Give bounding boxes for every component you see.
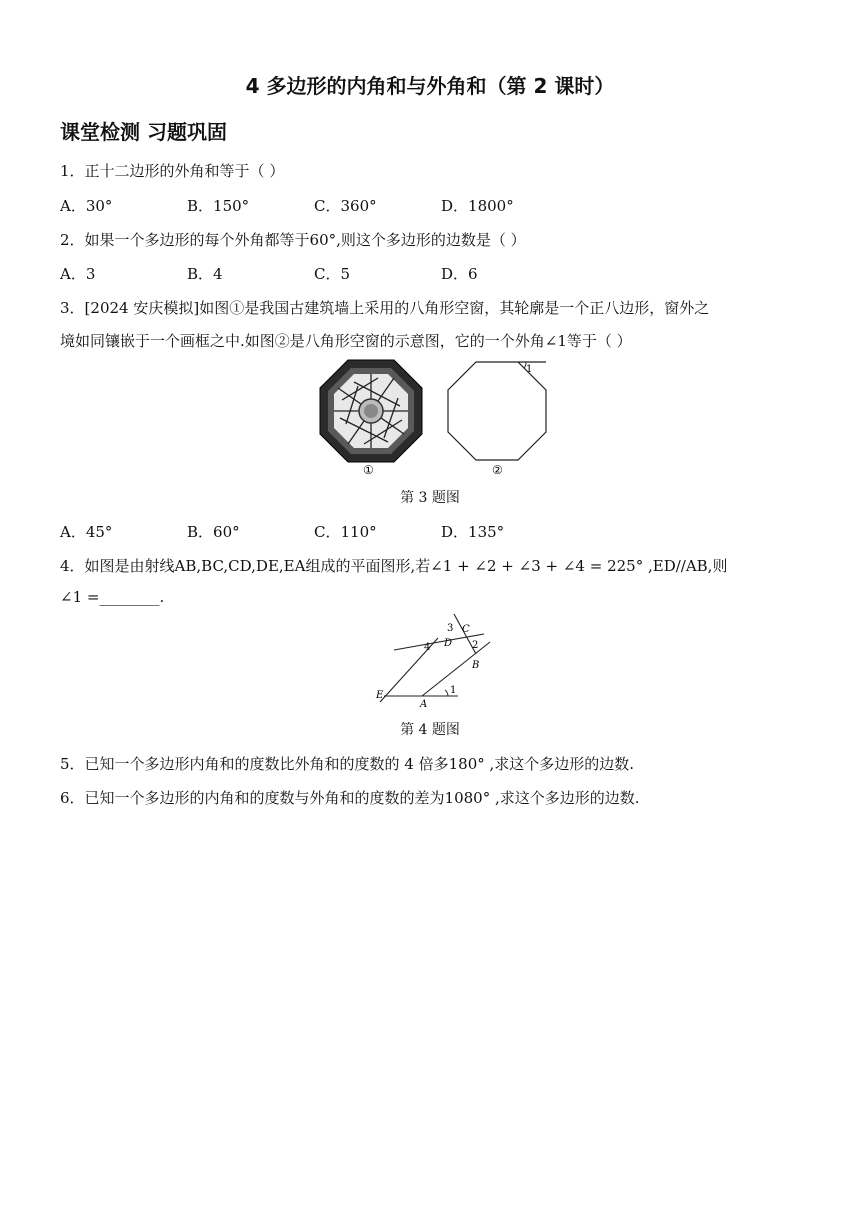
label-c: C (462, 624, 470, 635)
q2-option-d: D．6 (441, 265, 478, 283)
q2-option-c: C．5 (314, 265, 351, 283)
question-5-text: 5．已知一个多边形内角和的度数比外角和的度数的 4 倍多180° ,求这个多边形的边数. (60, 755, 635, 773)
q3-option-a: A．45° (60, 523, 113, 541)
q1-option-d: D．1800° (441, 197, 514, 215)
angle-4-label: 4 (424, 642, 431, 653)
question-6-text: 6．已知一个多边形的内角和的度数与外角和的度数的差为1080° ,求这个多边形的边数. (60, 789, 640, 807)
figure-rays-diagram (372, 612, 492, 712)
question-4-line-1: 4．如图是由射线AB,BC,CD,DE,EA组成的平面图形,若∠1 + ∠2 + ∠3 + ∠4 = 225° ,ED//AB,则 (60, 557, 728, 575)
fig2-label: ② (492, 463, 503, 476)
question-2-text: 2．如果一个多边形的每个外角都等于60°,则这个多边形的边数是（ ） (60, 231, 526, 249)
fig1-label: ① (363, 463, 374, 476)
q1-option-c: C．360° (314, 197, 377, 215)
page-title: 4 多边形的内角和与外角和（第 2 课时） (245, 74, 615, 98)
angle-1-label: 1 (450, 685, 457, 696)
q3-option-c: C．110° (314, 523, 377, 541)
figure-octagon-diagram (446, 358, 556, 476)
q2-option-a: A．3 (60, 265, 96, 283)
question-3-line-2: 境如同镶嵌于一个画框之中.如图②是八角形空窗的示意图，它的一个外角∠1等于（ ） (60, 332, 632, 350)
question-1-text: 1．正十二边形的外角和等于（ ） (60, 162, 285, 180)
label-e: E (376, 690, 384, 701)
fig2-angle-label: 1 (526, 364, 533, 375)
q3-option-d: D．135° (441, 523, 505, 541)
question-3-line-1: 3．[2024 安庆模拟]如图①是我国古建筑墙上采用的八角形空窗，其轮廓是一个正八边形，窗外之 (60, 299, 710, 317)
figure-3-caption: 第 3 题图 (400, 490, 460, 506)
angle-3-label: 3 (447, 623, 454, 634)
figure-4-caption: 第 4 题图 (400, 722, 460, 738)
label-a: A (420, 699, 428, 710)
q3-option-b: B．60° (187, 523, 240, 541)
q1-option-b: B．150° (187, 197, 250, 215)
question-4-line-2: ∠1 =________. (60, 588, 165, 606)
angle-2-label: 2 (472, 640, 479, 651)
label-d: D (444, 638, 453, 649)
figure-octagon-window (318, 358, 428, 476)
q1-option-a: A．30° (60, 197, 113, 215)
label-b: B (472, 660, 480, 671)
q2-option-b: B．4 (187, 265, 223, 283)
section-heading: 课堂检测 习题巩固 (60, 120, 227, 144)
